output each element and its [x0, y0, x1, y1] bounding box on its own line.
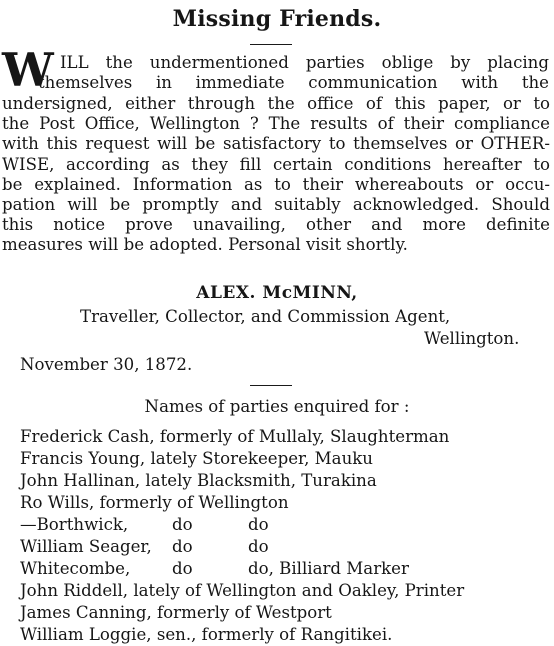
party-name: Whitecombe,	[20, 559, 131, 578]
notice-line: WISE, according as they fill certain conditions hereafter to	[2, 154, 550, 174]
notice-line: measures will be adopted. Personal visit shortly.	[2, 235, 408, 255]
notice-line: undersigned, either through the office of this paper, or to	[2, 94, 550, 113]
notice-line: the Post Office, Wellington ? The results of their compliance	[2, 114, 550, 134]
title-divider	[250, 44, 292, 45]
enquiry-heading: Names of parties enquired for :	[144, 397, 410, 416]
notice-line-2: themselves in immediate communication with the	[38, 73, 549, 92]
ditto-mark: do, Billiard Marker	[248, 559, 409, 578]
ditto-mark: do	[248, 537, 269, 556]
notice-line: this notice prove unavailing, other and more definite	[2, 215, 550, 235]
ditto-mark: do	[248, 515, 269, 534]
signature-role: Traveller, Collector, and Commission Agent,	[80, 307, 451, 326]
signature-name: ALEX. McMINN,	[196, 283, 358, 303]
notice-line: be explained. Information as to their whereabouts or occu-	[2, 174, 550, 194]
notice-line-1: ILL the undermentioned parties oblige by placing	[60, 53, 549, 72]
ditto-mark: do	[172, 537, 193, 556]
signature-place: Wellington.	[424, 329, 520, 348]
notice-date: November 30, 1872.	[20, 355, 193, 374]
page-title: Missing Friends.	[172, 6, 382, 32]
notice-body	[2, 94, 550, 256]
party-name: William Seager,	[20, 537, 152, 556]
section-divider	[250, 385, 292, 386]
ditto-mark: do	[172, 559, 193, 578]
notice-line: pation will be promptly and suitably acknowledged. Should	[2, 194, 550, 214]
drop-cap: W	[2, 43, 54, 97]
ditto-mark: do	[172, 515, 193, 534]
notice-line: with this request will be satisfactory to themselves or OTHER-	[2, 134, 550, 154]
party-name: —Borthwick,	[20, 515, 129, 534]
